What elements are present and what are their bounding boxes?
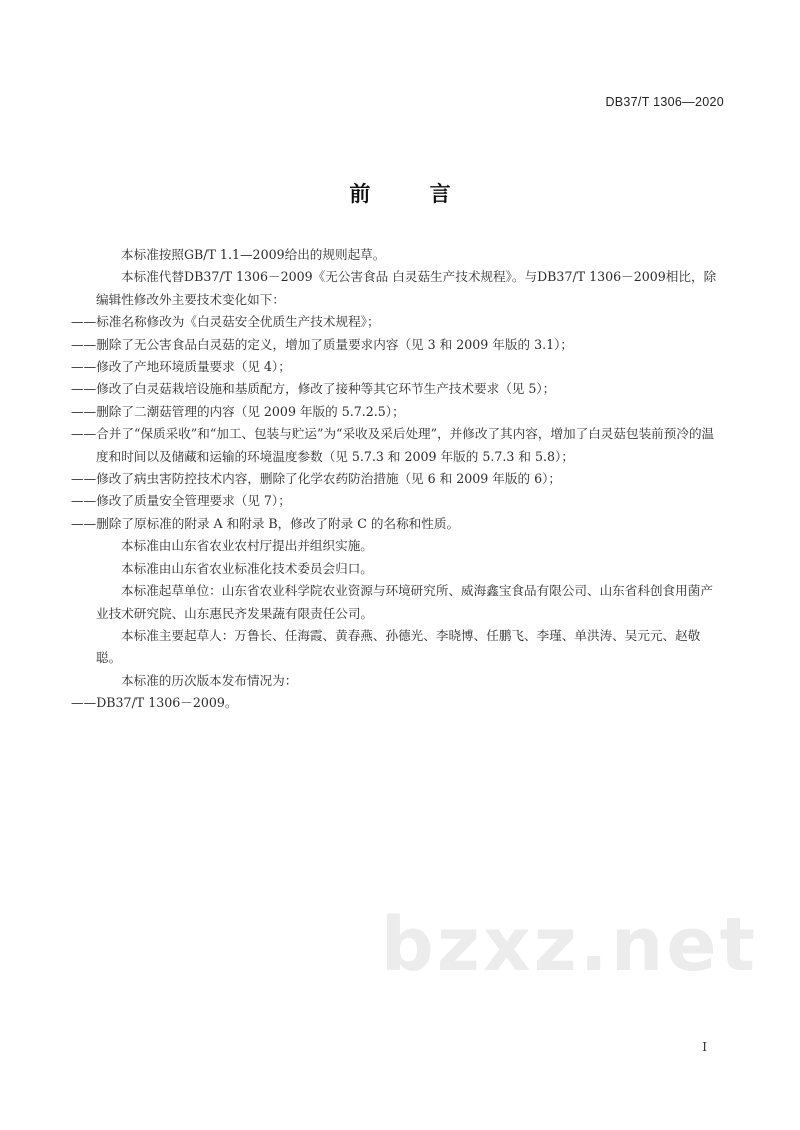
change-item: ——修改了病虫害防控技术内容，删除了化学农药防治措施（见 6 和 2009 年版的 6）； — [71, 471, 561, 487]
change-item: ——标准名称修改为《白灵菇安全优质生产技术规程》； — [71, 314, 380, 330]
foreword-body — [71, 244, 722, 715]
paragraph-drafters: 本标准主要起草人：万鲁长、任海霞、黄春燕、孙德光、李晓博、任鹏飞、李瑾、单洪涛、吴元元、赵敬聪。 — [96, 627, 701, 666]
paragraph-drafting-rules: 本标准按照GB/T 1.1—2009给出的规则起草。 — [121, 247, 386, 262]
change-item: ——合并了“保质采收”和“加工、包装与贮运”为“采收及采后处理”，并修改了其内容，增加了白灵菇包装前预冷的温度和时间以及储藏和运输的环境温度参数（见 5.7.3 和 2009 年版的 5.7.3 和 5.8）； — [71, 426, 715, 464]
page-number: I — [702, 1040, 707, 1054]
watermark: bzxz.net — [380, 902, 758, 988]
paragraph-committee: 本标准由山东省农业标准化技术委员会归口。 — [121, 560, 373, 576]
change-item: ——删除了二潮菇管理的内容（见 2009 年版的 5.7.2.5）； — [71, 403, 405, 419]
paragraph-drafting-units: 本标准起草单位：山东省农业科学院农业资源与环境研究所、威海鑫宝食品有限公司、山东省科创食用菌产业技术研究院、山东惠民齐发果蔬有限责任公司。 — [96, 583, 713, 621]
document-code: DB37/T 1306—2020 — [605, 95, 724, 109]
paragraph-history-intro: 本标准的历次版本发布情况为： — [121, 672, 298, 688]
page-title: 前 言 — [349, 182, 477, 206]
paragraph-replacement: 本标准代替DB37/T 1306－2009《无公害食品 白灵菇生产技术规程》。与DB37/T 1306－2009相比，除编辑性修改外主要技术变化如下： — [96, 269, 717, 307]
history-item: ——DB37/T 1306－2009。 — [71, 695, 238, 711]
change-item: ——删除了无公害食品白灵菇的定义，增加了质量要求内容（见 3 和 2009 年版的 3.1）； — [71, 336, 573, 352]
change-item: ——修改了质量安全管理要求（见 7）； — [71, 493, 291, 509]
change-item: ——删除了原标准的附录 A 和附录 B，修改了附录 C 的名称和性质。 — [71, 515, 460, 531]
change-item: ——修改了白灵菇栽培设施和基质配方，修改了接种等其它环节生产技术要求（见 5）； — [71, 381, 556, 397]
paragraph-proposer: 本标准由山东省农业农村厅提出并组织实施。 — [121, 538, 373, 554]
change-item: ——修改了产地环境质量要求（见 4）； — [71, 359, 291, 375]
